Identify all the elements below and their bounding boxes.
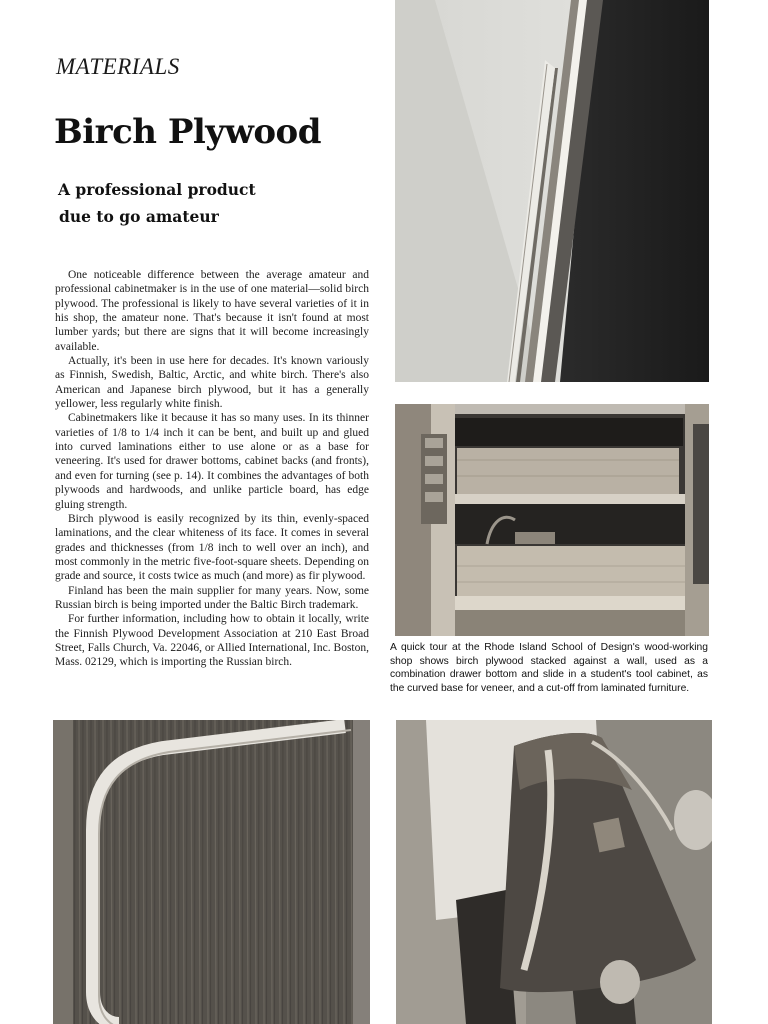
body-paragraph: Actually, it's been in use here for decades. It's known variously as Finnish, Swedish, Baltic, Arctic, and white birch. There's also American and Japanese birch plywood, but it has a generally yellower, less regularly white finish. [55,355,369,411]
subtitle-line-2: due to go amateur [59,207,219,226]
tool-cabinet-photo [395,404,709,636]
article-subtitle [58,176,256,230]
plywood-stack-photo [395,0,709,382]
body-paragraph: Finland has been the main supplier for many years. Now, some Russian birch is being imported under the Baltic Birch trademark. [55,584,369,611]
article-title: Birch Plywood [54,112,321,152]
curved-veneer-base-photo [53,720,370,1024]
body-paragraph: For further information, including how to obtain it locally, write the Finnish Plywood Development Association at 210 East Broad Street, Falls Church, Va. 22046, or Allied International, Inc. Boston, Mass. 02129, which is importing the Russian birch. [55,613,369,669]
body-paragraph: One noticeable difference between the average amateur and professional cabinetmaker is in the use of one material—solid birch plywood. The professional is likely to have several varieties of it in his shop, the amateur none. That's because it isn't found at most lumber yards; but there are signs that it will become increasingly available. [55,269,369,353]
body-paragraph: Birch plywood is easily recognized by its thin, evenly-spaced laminations, and the clear whiteness of its face. It comes in several grades and thicknesses (from 1/8 inch to well over an inch), and most commonly in the metric five-foot-square sheets. Depending on grade and source, it costs twice as much (and more) as fir plywood. [55,512,369,583]
article-body [55,268,369,670]
subtitle-line-1: A professional product [58,180,256,199]
photo-caption: A quick tour at the Rhode Island School of Design's wood-working shop shows birch plywood stacked against a wall, used as a combination drawer bottom and slide in a student's tool cabinet, as the curved base for veneer, and a cut-off from laminated furniture. [390,642,708,694]
section-label: MATERIALS [56,54,180,79]
body-paragraph: Cabinetmakers like it because it has so many uses. In its thinner varieties of 1/8 to 1/4 inch it can be bent, and built up and glued into curved laminations either to use alone or as a base for veneering. It's used for drawer bottoms, cabinet backs (and fronts), and even for turning (see p. 14). It combines the advantages of both plywoods and hardwoods, and unlike particle board, has edge gluing strength. [55,412,369,511]
laminated-cutoff-photo [396,720,712,1024]
